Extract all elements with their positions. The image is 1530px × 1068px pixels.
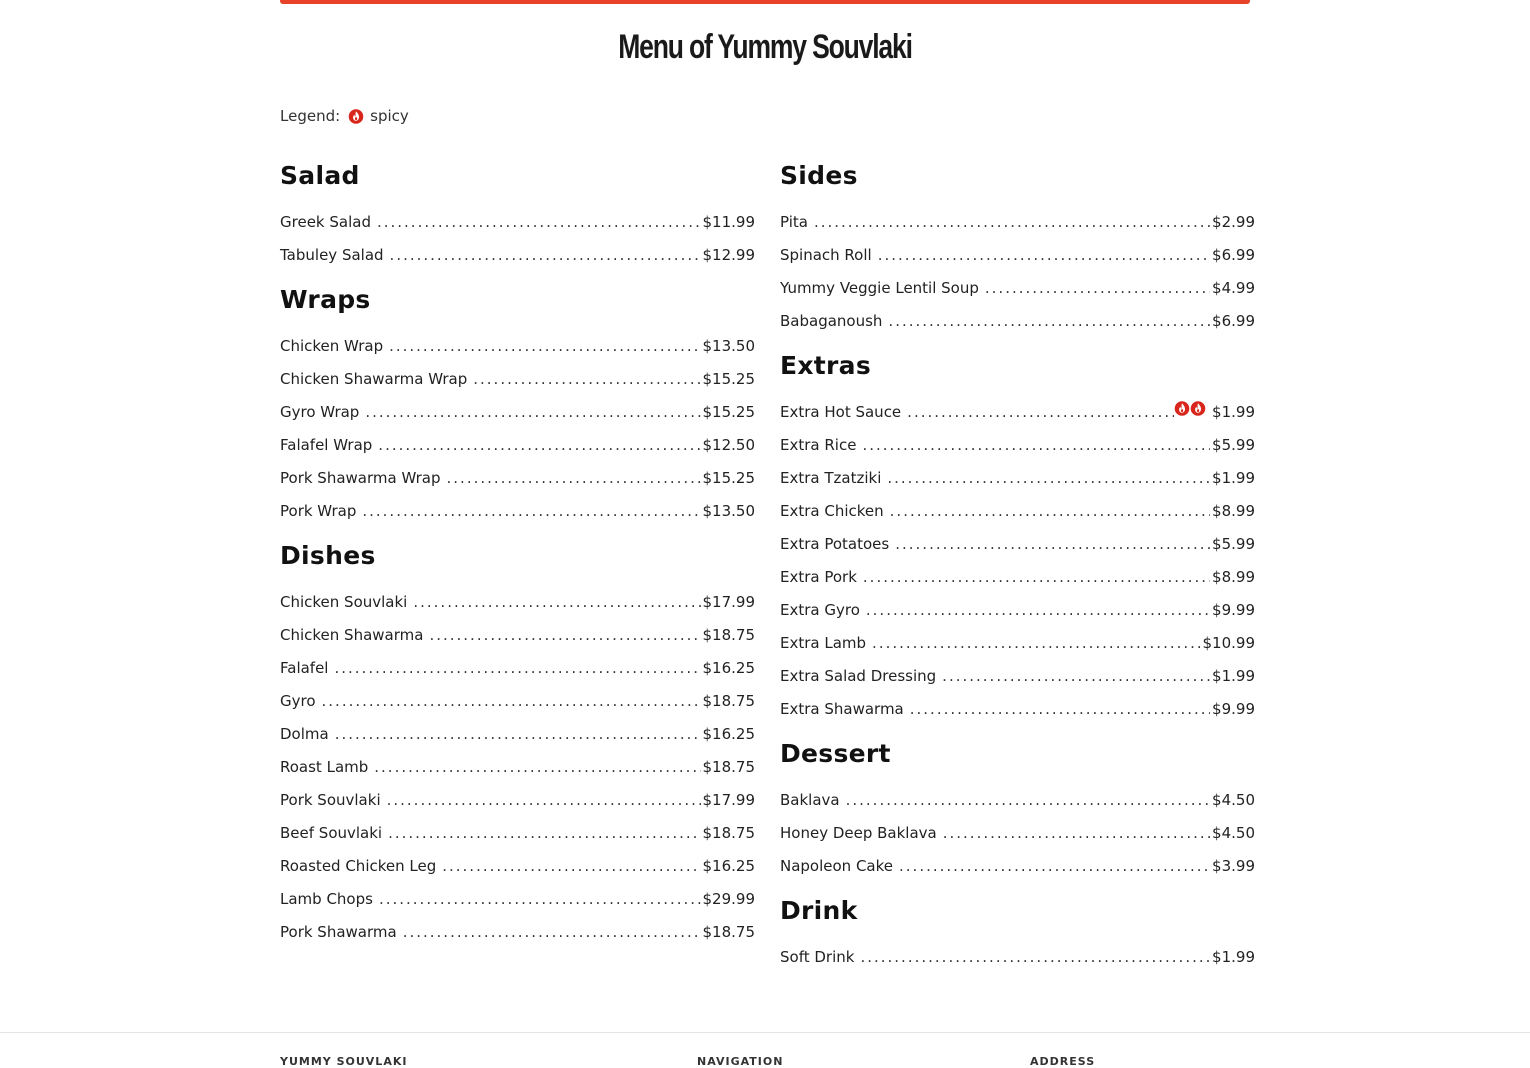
dot-leader	[429, 626, 700, 644]
menu-column-left	[280, 160, 755, 961]
menu-item	[280, 487, 755, 520]
menu-item-price: $17.99	[702, 593, 755, 611]
menu-item	[280, 677, 755, 710]
menu-item-price: $6.99	[1212, 246, 1255, 264]
menu-item	[280, 776, 755, 809]
menu-item-price: $18.75	[702, 692, 755, 710]
dot-leader	[985, 279, 1210, 297]
menu-item	[280, 231, 755, 264]
menu-item-price: $18.75	[702, 626, 755, 644]
menu-item	[780, 553, 1255, 586]
menu-item	[780, 586, 1255, 619]
menu-item-price: $2.99	[1212, 213, 1255, 231]
menu-item-name: Extra Rice	[780, 436, 857, 454]
menu-item-name: Yummy Veggie Lentil Soup	[780, 279, 979, 297]
menu-item-name: Extra Chicken	[780, 502, 884, 520]
dot-leader	[447, 469, 701, 487]
menu-item-name: Roast Lamb	[280, 758, 369, 776]
section-heading: Wraps	[280, 285, 371, 314]
dot-leader	[403, 923, 701, 941]
menu-item	[280, 578, 755, 611]
menu-item	[780, 776, 1255, 809]
menu-item	[280, 710, 755, 743]
dot-leader	[473, 370, 700, 388]
menu-item	[780, 231, 1255, 264]
menu-item	[280, 322, 755, 355]
menu-item-name: Extra Tzatziki	[780, 469, 882, 487]
menu-item	[280, 875, 755, 908]
menu-item-price: $4.50	[1212, 824, 1255, 842]
menu-section-drink	[780, 895, 1255, 966]
dot-leader	[379, 890, 701, 908]
menu-item-name: Pork Wrap	[280, 502, 357, 520]
menu-item-price: $9.99	[1212, 700, 1255, 718]
menu-item-name: Gyro Wrap	[280, 403, 360, 421]
menu-item	[280, 743, 755, 776]
menu-item-name: Pork Shawarma Wrap	[280, 469, 441, 487]
spicy-flame-icon	[1174, 400, 1190, 416]
dot-leader	[878, 246, 1210, 264]
menu-item	[780, 297, 1255, 330]
footer	[0, 1032, 1530, 1068]
dot-leader	[442, 857, 700, 875]
menu-section-dishes	[280, 540, 755, 941]
dot-leader	[335, 725, 701, 743]
menu-item-price: $1.99	[1212, 948, 1255, 966]
menu-item-price: $1.99	[1212, 667, 1255, 685]
menu-column-right	[780, 160, 1255, 986]
menu-item-price: $5.99	[1212, 535, 1255, 553]
menu-item-name: Honey Deep Baklava	[780, 824, 937, 842]
legend-label: Legend:	[280, 107, 341, 125]
menu-item-price: $8.99	[1212, 502, 1255, 520]
top-accent-bar	[280, 0, 1250, 4]
spicy-flame-icon	[1190, 400, 1206, 416]
menu-item	[780, 388, 1255, 421]
menu-item-name: Roasted Chicken Leg	[280, 857, 437, 875]
menu-item-price: $10.99	[1202, 634, 1255, 652]
dot-leader	[890, 502, 1210, 520]
menu-item-name: Soft Drink	[780, 948, 855, 966]
menu-section-salad	[280, 160, 755, 264]
legend-spicy-text: spicy	[370, 107, 409, 125]
menu-item	[780, 842, 1255, 875]
footer-navigation-heading: NAVIGATION	[697, 1055, 784, 1068]
menu-item-price: $15.25	[702, 403, 755, 421]
menu-item-name: Pork Shawarma	[280, 923, 397, 941]
dot-leader	[389, 337, 700, 355]
menu-item-price: $18.75	[702, 923, 755, 941]
menu-item-price: $5.99	[1212, 436, 1255, 454]
menu-section-dessert	[780, 738, 1255, 875]
dot-leader	[413, 593, 700, 611]
menu-item-name: Falafel	[280, 659, 329, 677]
footer-address-heading: ADDRESS	[1030, 1055, 1096, 1068]
dot-leader	[910, 700, 1210, 718]
menu-item-price: $13.50	[702, 502, 755, 520]
menu-item-name: Dolma	[280, 725, 329, 743]
menu-item-name: Chicken Shawarma Wrap	[280, 370, 468, 388]
menu-item-name: Pork Souvlaki	[280, 791, 381, 809]
menu-item-price: $8.99	[1212, 568, 1255, 586]
menu-item	[280, 908, 755, 941]
menu-item	[280, 454, 755, 487]
dot-leader	[814, 213, 1210, 231]
dot-leader	[899, 857, 1210, 875]
menu-item-name: Spinach Roll	[780, 246, 872, 264]
menu-item-name: Chicken Shawarma	[280, 626, 424, 644]
menu-item-price: $4.99	[1212, 279, 1255, 297]
menu-item	[280, 388, 755, 421]
menu-item-price: $18.75	[702, 758, 755, 776]
menu-item-price: $6.99	[1212, 312, 1255, 330]
menu-item	[780, 487, 1255, 520]
menu-item-name: Napoleon Cake	[780, 857, 894, 875]
menu-item	[780, 652, 1255, 685]
menu-item-name: Extra Gyro	[780, 601, 860, 619]
menu-item-price: $13.50	[702, 337, 755, 355]
dot-leader	[862, 436, 1210, 454]
legend	[280, 107, 409, 125]
section-heading: Dessert	[780, 739, 891, 768]
dot-leader	[334, 659, 700, 677]
dot-leader	[374, 758, 700, 776]
section-heading: Salad	[280, 161, 360, 190]
menu-item-name: Extra Potatoes	[780, 535, 890, 553]
menu-item-name: Extra Lamb	[780, 634, 867, 652]
menu-item-name: Beef Souvlaki	[280, 824, 383, 842]
menu-item-name: Extra Pork	[780, 568, 857, 586]
menu-item	[780, 421, 1255, 454]
menu-item-name: Gyro	[280, 692, 316, 710]
menu-item-name: Chicken Wrap	[280, 337, 384, 355]
dot-leader	[362, 502, 700, 520]
dot-leader	[907, 403, 1174, 421]
menu-item-name: Extra Hot Sauce	[780, 403, 902, 421]
dot-leader	[866, 601, 1210, 619]
dot-leader	[378, 436, 700, 454]
menu-item	[280, 198, 755, 231]
section-heading: Dishes	[280, 541, 376, 570]
menu-section-extras	[780, 350, 1255, 718]
dot-leader	[388, 824, 700, 842]
spicy-flame-icon	[348, 108, 364, 124]
dot-leader	[872, 634, 1200, 652]
dot-leader	[888, 312, 1210, 330]
menu-item-name: Falafel Wrap	[280, 436, 373, 454]
menu-item	[280, 809, 755, 842]
menu-item-name: Extra Shawarma	[780, 700, 904, 718]
menu-item	[780, 520, 1255, 553]
dot-leader	[390, 246, 701, 264]
dot-leader	[387, 791, 701, 809]
menu-item-name: Baklava	[780, 791, 840, 809]
menu-section-sides	[780, 160, 1255, 330]
menu-item	[780, 619, 1255, 652]
menu-item-price: $15.25	[702, 370, 755, 388]
menu-item-price: $17.99	[702, 791, 755, 809]
section-heading: Sides	[780, 161, 858, 190]
menu-item	[780, 454, 1255, 487]
menu-item	[780, 809, 1255, 842]
menu-item-name: Babaganoush	[780, 312, 883, 330]
menu-item-name: Lamb Chops	[280, 890, 373, 908]
page-title: Menu of Yummy Souvlaki	[618, 28, 912, 66]
menu-item-name: Pita	[780, 213, 808, 231]
menu-item-price: $16.25	[702, 725, 755, 743]
dot-leader	[895, 535, 1210, 553]
menu-item-price: $3.99	[1212, 857, 1255, 875]
menu-item	[780, 933, 1255, 966]
menu-item-name: Chicken Souvlaki	[280, 593, 408, 611]
menu-item-name: Extra Salad Dressing	[780, 667, 937, 685]
menu-item-price: $1.99	[1212, 403, 1255, 421]
dot-leader	[863, 568, 1210, 586]
menu-item-price: $9.99	[1212, 601, 1255, 619]
section-heading: Extras	[780, 351, 872, 380]
menu-item-price: $15.25	[702, 469, 755, 487]
menu-item-price: $12.50	[702, 436, 755, 454]
menu-item-price: $16.25	[702, 857, 755, 875]
menu-item-price: $29.99	[702, 890, 755, 908]
footer-brand: YUMMY SOUVLAKI	[280, 1055, 408, 1068]
dot-leader	[942, 667, 1210, 685]
menu-item	[280, 611, 755, 644]
menu-section-wraps	[280, 284, 755, 520]
dot-leader	[377, 213, 701, 231]
menu-item	[280, 421, 755, 454]
menu-item-price: $1.99	[1212, 469, 1255, 487]
menu-item	[280, 644, 755, 677]
section-heading: Drink	[780, 896, 858, 925]
menu-item-price: $11.99	[702, 213, 755, 231]
menu-item-price: $16.25	[702, 659, 755, 677]
dot-leader	[322, 692, 701, 710]
menu-item	[780, 685, 1255, 718]
spicy-indicator	[1174, 400, 1206, 416]
menu-item-name: Tabuley Salad	[280, 246, 384, 264]
menu-item	[280, 842, 755, 875]
menu-item-name: Greek Salad	[280, 213, 371, 231]
menu-item-price: $4.50	[1212, 791, 1255, 809]
menu-item-price: $18.75	[702, 824, 755, 842]
dot-leader	[860, 948, 1210, 966]
dot-leader	[365, 403, 700, 421]
menu-item	[780, 264, 1255, 297]
dot-leader	[887, 469, 1210, 487]
menu-item-price: $12.99	[702, 246, 755, 264]
menu-item	[780, 198, 1255, 231]
menu-item	[280, 355, 755, 388]
dot-leader	[943, 824, 1210, 842]
dot-leader	[846, 791, 1210, 809]
